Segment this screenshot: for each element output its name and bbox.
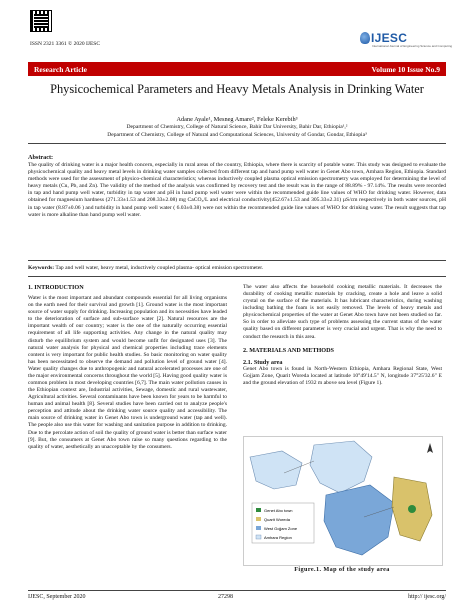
logo-text: IJESC: [371, 31, 408, 45]
volume-issue: Volume 10 Issue No.9: [371, 64, 440, 74]
intro-text: Water is the most important and abundant compounds essential for all living organisms on the earth need for their survival and growth [1]. Ground water is the most important source of water supply for drinking. Increasing population and its necessities have leaded to the deterioration of surface and sub-surface water [2]. Natural resources are the important wealth of our country; water is the one of the naturally occurring essential requirement of all life supporting activities. Any change in the natural quality may disturb the equilibrium system and would become unfit for designated uses [3]. The natural water analysis for physical and chemical properties including trace elements content is very important for public health studies. So basic monitoring on water quality has been necessitated to observe the demand and pollution level of ground water [4]. Water quality changes due to anthropogenic and natural accelerated processes are one of the major environmental concerns throughout the world [5]. Having good quality water is common problem in most developing countries [6,7]. The main water pollution causes in the Ethiopian context are, Industrial activities, Sewage, domestic and rural wastewater, Agricultural activities. Several contaminants have been known for years to be harmful to human and animal health [8]. Several studies have been carried out to analyze people's perception and attitude about the drinking water source quality and accessibility. The main source of drinking water in Genet Abo town is underground water (tap and well). The people also use this water for washing and sanitation purpose in addition to drinking. Due to the percolate action of soil the quality of ground water is better than surface water [9]. But, the consumers at Genet Abo town raise so many questions regarding to the quality of water, aesthetically an unacceptable by the consumers.: [28, 295, 227, 450]
methods-heading: 2. MATERIALS AND METHODS: [243, 346, 334, 354]
divider: [28, 143, 446, 144]
legend-region: Amhara Region: [264, 535, 292, 540]
affiliation-2: Department of Chemistry, College of Natural and Computational Sciences, University of Gondar, Gondar, Ethiopia³: [107, 132, 367, 138]
legend-zone: West Gojjam Zone: [264, 526, 298, 531]
study-area-text: Genet Abo town is found in North-Western Ethiopia, Amhara Regional State, West Gojjam Zone, Quarit Woreda located at latitude 10°49'14.5" N, longitude 37°25'32.6" E and the ground elevation of 1932 m above sea level (Figure 1).: [243, 365, 442, 386]
affiliation-1: Department of Chemistry, College of Natural Science, Bahir Dar University, Bahir Dar, Ethiopia¹,²: [126, 124, 348, 130]
footer-divider: [28, 590, 446, 591]
logo-subtitle: International Journal of Engineering Science and Computing: [372, 44, 453, 48]
genet-abo-town-marker: [408, 505, 416, 513]
journal-logo: [358, 30, 453, 48]
legend-town: Genet Abo town: [264, 508, 293, 513]
study-area-map: [243, 436, 443, 566]
journal-url[interactable]: http:// ijesc.org/: [408, 594, 446, 600]
west-gojjam-shape: [324, 485, 394, 555]
keywords-label: Keywords:: [28, 265, 55, 271]
qr-code-icon: [30, 10, 52, 32]
abstract-heading: Abstract:: [28, 154, 54, 161]
logo-mark-icon: [360, 32, 370, 44]
page-footer: [28, 594, 446, 600]
footer-journal-date: IJESC, September 2020: [28, 594, 86, 600]
author-list: Adane Ayale¹, Mesneg Amare², Feleke Kerebih³: [176, 116, 298, 123]
article-type: Research Article: [34, 64, 87, 74]
left-column: [28, 284, 227, 451]
ethiopia-map-shape: [250, 451, 302, 489]
right-column: [243, 284, 442, 387]
amhara-region-shape: [310, 441, 372, 493]
issn-line: ISSN 2321 3361 © 2020 IJESC: [30, 41, 101, 47]
paper-title: Physicochemical Parameters and Heavy Metals Analysis in Drinking Water: [50, 82, 424, 96]
divider: [28, 276, 446, 277]
article-banner: [28, 62, 446, 76]
keywords-text: Tap and well water, heavy metal, inductively coupled plasma- optical emission spectrometer.: [55, 265, 264, 271]
legend-woreda: Quarit Woreda: [264, 517, 290, 522]
study-area-heading: 2.1. Study area: [243, 358, 283, 366]
keywords-line: [28, 265, 446, 271]
intro-heading: 1. INTRODUCTION: [28, 284, 84, 291]
right-text-1: The water also affects the household cooking metallic materials. It decreases the durability of cooking metallic materials by cracking, create a hole and leave a solid crystal on the surface of the materials. It has lubricant characteristics, during washing including bathing the foam is not easily removed. The levels of heavy metals and physicochemical properties of the water at Genet Abo town have not been studied so far. So in order to alleviate such type of problems assessing the current status of the water quality based on different parameter is very crucial and urgent. That is why the need to conduct the research in this area.: [243, 284, 442, 340]
figure-caption: Figure.1. Map of the study area: [294, 566, 390, 573]
page-number: 27298: [218, 594, 233, 600]
north-arrow-icon: [427, 443, 433, 453]
divider: [28, 260, 446, 261]
abstract-text: The quality of drinking water is a major health concern, especially in rural areas of the country, Ethiopia, where there is scarcity of potable water. This study was designed to evaluate the physicochemical quality and heavy metal levels in drinking water samples collected from different tap and hand pump well water in Genet Abo town, Amhara Region, Ethiopia. Standard methods were used for the assessment of physico-chemical characteristics; whereas inductively coupled plasma optical emission spectrometry was employed for determining the level of heavy metals (Cu, Pb, and Zn). The validity of the method of the analysis was confirmed by recovery test and the result was in the range of 88.89% - 97.14%. The results were recorded in tap and hand pump well water, turbidity in tap water and pH in hand pump well water were within the recommended guide line values of WHO for drinking water. However, data obtained for magnesium hardness (271.33±1.53 and 208.33±2.08) mg CaCO₃/L and electrical conductivity(452.67±1.53 and 305.33±2.31) µS/cm respectively in both water sources, pH in tap water (8.87±0.06 ) and turbidity in hand pump well water ( 6.03±0.38) were not within the recommended guide line values of WHO for drinking water. The result suggests that tap water is more alkaline than hand pump well water.: [28, 162, 446, 218]
